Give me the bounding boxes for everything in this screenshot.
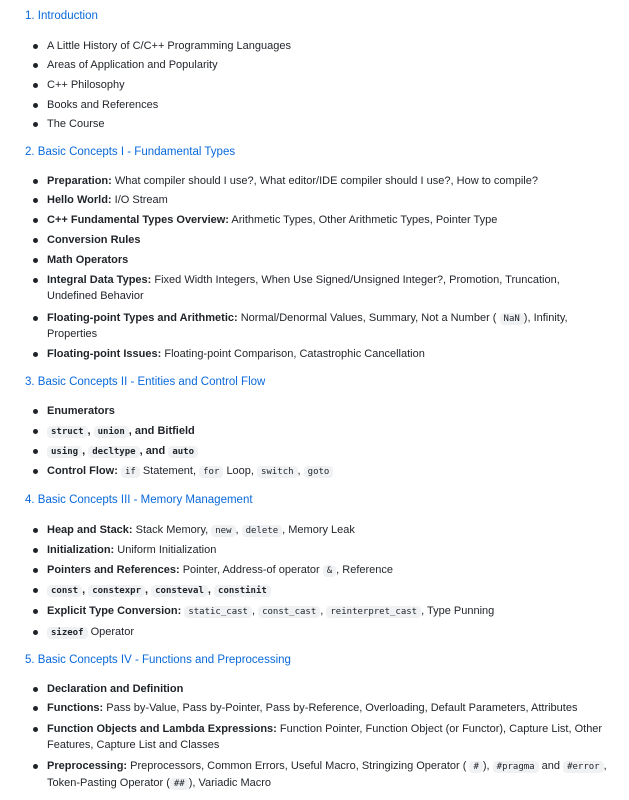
bullet-icon [33,218,38,223]
list-item-text: C++ Philosophy [47,79,125,91]
item-description: ), Infinity, [523,312,568,324]
item-description: , Reference [336,564,394,576]
item-description: What compiler should I use?, What editor/IDE compiler should I use?, How to compile? [114,175,538,187]
separator: , [145,584,149,596]
code-constexpr: constexpr [88,585,145,597]
bullet-icon [33,548,38,553]
item-description: Normal/Denormal Values, Summary, Not a Number ( [240,312,497,324]
item-title: Hello World: [47,194,112,206]
bullet-icon [33,429,38,434]
list-item-text [47,542,612,559]
list-item-text [47,582,612,600]
separator: , [207,584,211,596]
code-hash: # [469,761,482,773]
code-decltype: decltype [88,446,139,458]
bullet-icon [33,258,38,263]
code-using: using [47,446,82,458]
item-description: , Type Punning [421,605,495,617]
separator: , [82,584,86,596]
item-title: Integral Data Types: [47,274,152,286]
bullet-icon [33,63,38,68]
bullet-icon [33,528,38,533]
bullet-icon [33,122,38,127]
code-consteval: consteval [151,585,208,597]
list-item-text [47,423,612,441]
item-description: Features, Capture List and Classes [47,739,220,751]
item-title: Control Flow: [47,465,118,477]
item-title: Explicit Type Conversion: [47,605,182,617]
list-item-text [47,624,612,642]
bullet-icon [33,83,38,88]
item-description: Undefined Behavior [47,290,144,302]
item-title: Function Objects and Lambda Expressions: [47,723,277,735]
item-description: Token-Pasting Operator ( [47,777,170,789]
list-item-text: The Course [47,118,105,130]
item-title: C++ Fundamental Types Overview: [47,214,229,226]
list-item-text: A Little History of C/C++ Programming Languages [47,40,291,52]
list-item-text [47,443,612,461]
item-title: Preprocessing: [47,760,128,772]
item-title: Conversion Rules [47,234,141,246]
code-struct: struct [47,426,88,438]
bullet-icon [33,238,38,243]
item-description: Function Pointer, Function Object (or Functor), Capture List, Other [279,723,603,735]
code-sizeof: sizeof [47,627,88,639]
code-pragma: #pragma [493,761,539,773]
list-item-text [47,700,612,717]
code-const-cast: const_cast [258,606,320,618]
item-description: Arithmetic Types, Other Arithmetic Types, Pointer Type [231,214,498,226]
item-title: Declaration and Definition [47,683,184,695]
bullet-icon [33,352,38,357]
bullet-icon [33,198,38,203]
bullet-icon [33,103,38,108]
list-item-text [47,603,612,621]
list-item-text: Areas of Application and Popularity [47,59,218,71]
code-constinit: constinit [214,585,271,597]
code-new: new [211,525,235,537]
item-description: Pointer, Address-of operator [182,564,320,576]
item-title: Enumerators [47,405,115,417]
item-description: Stack Memory, [135,524,209,536]
bullet-icon [33,449,38,454]
bullet-icon [33,764,38,769]
separator: , [87,425,91,437]
code-for: for [199,466,223,478]
code-reinterpret-cast: reinterpret_cast [326,606,421,618]
separator: , [251,605,256,617]
bullet-icon [33,630,38,635]
item-description: Uniform Initialization [117,544,217,556]
list-item-text: Books and References [47,99,159,111]
list-item-text [47,758,612,776]
item-description: Floating-point Comparison, Catastrophic Cancellation [164,348,425,360]
code-double-hash: ## [170,778,189,790]
separator: , [320,605,324,617]
code-const: const [47,585,82,597]
item-description: Preprocessors, Common Errors, Useful Macro, Stringizing Operator ( [130,760,467,772]
bullet-icon [33,727,38,732]
item-description: Properties [47,328,98,340]
list-item-text [47,272,612,289]
item-title: Initialization: [47,544,115,556]
item-description: , and [139,445,166,457]
code-delete: delete [242,525,283,537]
bullet-icon [33,179,38,184]
bullet-icon [33,469,38,474]
separator: , [297,465,301,477]
list-item-text [47,192,612,209]
item-title: Heap and Stack: [47,524,133,536]
bullet-icon [33,609,38,614]
code-error: #error [563,761,604,773]
code-static-cast: static_cast [184,606,252,618]
bullet-icon [33,568,38,573]
list-item-text [47,173,612,190]
list-item-text [47,522,612,540]
item-description: I/O Stream [114,194,168,206]
list-item-text [47,775,612,793]
bullet-icon [33,316,38,321]
separator: , [603,760,607,772]
item-description: ), Variadic Macro [188,777,272,789]
item-description: , and Bitfield [128,425,195,437]
item-title: Preparation: [47,175,112,187]
separator: , [82,445,86,457]
section-heading-basic-concepts-3[interactable]: 4. Basic Concepts III - Memory Management [25,494,253,506]
item-description: ), [482,760,490,772]
list-item-text [47,212,612,229]
code-switch: switch [257,466,298,478]
list-item-text [47,463,612,481]
bullet-icon [33,706,38,711]
item-description: Operator [90,626,134,638]
item-description: and [541,760,561,772]
bullet-icon [33,44,38,49]
bullet-icon [33,588,38,593]
list-item-text [47,346,612,363]
code-ampersand: & [323,565,336,577]
item-description: Statement, [142,465,197,477]
code-if: if [121,466,140,478]
item-title: Floating-point Types and Arithmetic: [47,312,238,324]
item-description: Fixed Width Integers, When Use Signed/Unsigned Integer?, Promotion, Truncation, [154,274,560,286]
separator: , [235,524,239,536]
section-heading-basic-concepts-4[interactable]: 5. Basic Concepts IV - Functions and Preprocessing [25,654,291,666]
bullet-icon [33,687,38,692]
item-title: Floating-point Issues: [47,348,162,360]
code-goto: goto [304,466,334,478]
list-item-text [47,721,612,738]
item-description: Pass by-Value, Pass by-Pointer, Pass by-Reference, Overloading, Default Parameters, Attributes [106,702,578,714]
section-heading-introduction[interactable]: 1. Introduction [25,10,98,22]
code-union: union [94,426,129,438]
item-title: Math Operators [47,254,129,266]
section-heading-basic-concepts-2[interactable]: 3. Basic Concepts II - Entities and Control Flow [25,376,266,388]
code-nan: NaN [500,313,524,325]
item-title: Pointers and References: [47,564,180,576]
item-title: Functions: [47,702,104,714]
item-description: Loop, [226,465,254,477]
list-item-text [47,562,612,580]
item-description: , Memory Leak [282,524,355,536]
code-auto: auto [168,446,198,458]
bullet-icon [33,409,38,414]
section-heading-basic-concepts-1[interactable]: 2. Basic Concepts I - Fundamental Types [25,146,236,158]
bullet-icon [33,278,38,283]
